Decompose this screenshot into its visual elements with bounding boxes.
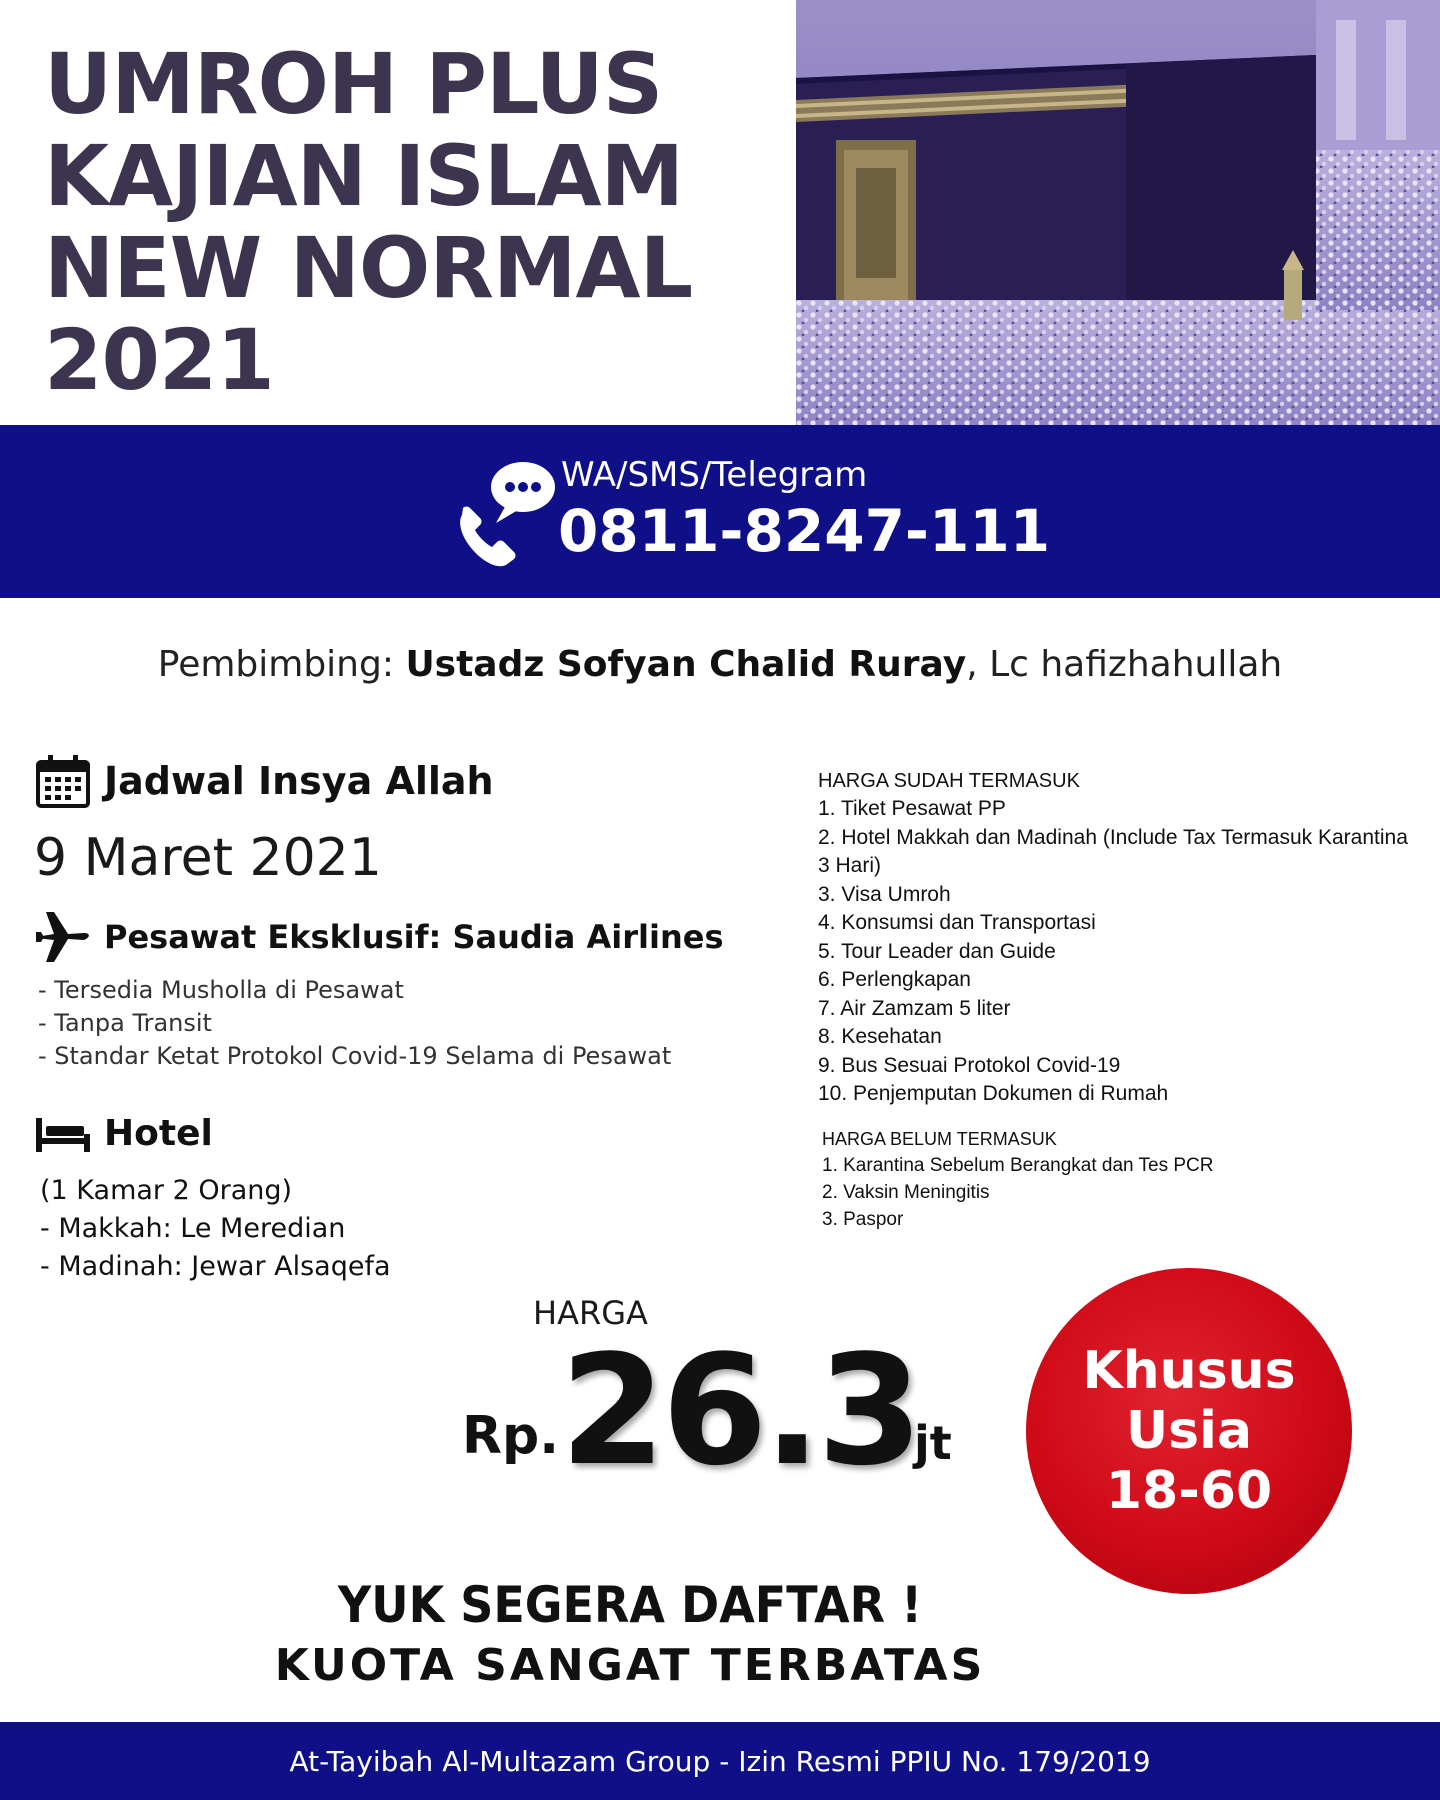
hero-title-line-4: 2021 bbox=[44, 311, 274, 409]
list-item: 2. Hotel Makkah dan Madinah (Include Tax Termasuk Karantina 3 Hari) bbox=[818, 825, 1408, 877]
airplane-icon bbox=[34, 908, 92, 966]
footer-band bbox=[0, 1722, 1440, 1800]
list-item: 1. Tiket Pesawat PP bbox=[818, 797, 1006, 820]
details-left-column bbox=[34, 752, 794, 1282]
list-item: 6. Perlengkapan bbox=[818, 968, 971, 991]
cta-quota: KUOTA SANGAT TERBATAS bbox=[274, 1640, 986, 1691]
bed-icon bbox=[34, 1104, 92, 1162]
list-item: 3. Visa Umroh bbox=[818, 882, 951, 906]
list-item: - Standar Ketat Protokol Covid-19 Selama di Pesawat bbox=[38, 1042, 672, 1070]
guide-name: Ustadz Sofyan Chalid Ruray bbox=[405, 644, 967, 685]
included-title: HARGA SUDAH TERMASUK bbox=[818, 770, 1080, 792]
flight-features bbox=[38, 974, 724, 1073]
guide-suffix: , Lc hafizhahullah bbox=[966, 644, 1283, 685]
price-includes-column bbox=[818, 770, 1418, 1233]
guide-prefix: Pembimbing: bbox=[157, 644, 406, 685]
list-item: 2. Vaksin Meningitis bbox=[822, 1181, 990, 1203]
contact-phone-number[interactable]: 0811-8247-111 bbox=[558, 497, 1051, 565]
hero-title-line-1: UMROH PLUS bbox=[44, 35, 663, 133]
footer-text: At-Tayibah Al-Multazam Group - Izin Resmi PPIU No. 179/2019 bbox=[289, 1744, 1151, 1778]
price-unit: jt bbox=[914, 1416, 952, 1470]
list-item: 5. Tour Leader dan Guide bbox=[818, 939, 1056, 963]
list-item: 8. Kesehatan bbox=[818, 1025, 942, 1048]
contact-channels-label: WA/SMS/Telegram bbox=[561, 455, 868, 495]
flight-heading bbox=[34, 908, 724, 966]
flight-title: Pesawat Eksklusif: Saudia Airlines bbox=[104, 918, 724, 956]
list-item: (1 Kamar 2 Orang) bbox=[40, 1175, 293, 1206]
list-item: - Madinah: Jewar Alsaqefa bbox=[40, 1251, 391, 1282]
list-item: 10. Penjemputan Dokumen di Rumah bbox=[818, 1082, 1169, 1105]
hero-title-line-2: KAJIAN ISLAM bbox=[44, 127, 684, 225]
excluded-list bbox=[822, 1152, 1418, 1233]
guide-line bbox=[0, 644, 1440, 685]
list-item: 4. Konsumsi dan Transportasi bbox=[818, 911, 1096, 934]
list-item: - Tanpa Transit bbox=[38, 1009, 212, 1037]
contact-band bbox=[0, 425, 1440, 598]
age-badge-line-2: Usia bbox=[1125, 1401, 1253, 1461]
schedule-title: Jadwal Insya Allah bbox=[104, 759, 494, 803]
hero-title-line-3: NEW NORMAL bbox=[44, 219, 693, 317]
price-value: 26.3 bbox=[560, 1322, 920, 1499]
list-item: 1. Karantina Sebelum Berangkat dan Tes PCR bbox=[822, 1154, 1214, 1176]
list-item: 9. Bus Sesuai Protokol Covid-19 bbox=[818, 1053, 1121, 1077]
list-item: 3. Paspor bbox=[822, 1208, 904, 1230]
hotel-section bbox=[34, 1104, 391, 1286]
price-label: HARGA bbox=[533, 1294, 648, 1332]
hero-section bbox=[0, 0, 1440, 425]
hero-title bbox=[44, 35, 693, 409]
included-list bbox=[818, 795, 1418, 1109]
cta-register: YUK SEGERA DAFTAR ! bbox=[337, 1576, 923, 1634]
hotel-title: Hotel bbox=[104, 1112, 213, 1154]
kaaba-photo bbox=[796, 0, 1440, 425]
schedule-date: 9 Maret 2021 bbox=[34, 828, 382, 888]
list-item: 7. Air Zamzam 5 liter bbox=[818, 996, 1011, 1020]
hotel-details bbox=[40, 1172, 391, 1286]
list-item: - Makkah: Le Meredian bbox=[40, 1213, 346, 1244]
schedule-heading bbox=[34, 752, 794, 810]
flight-section bbox=[34, 908, 724, 1073]
age-badge-line-3: 18-60 bbox=[1105, 1461, 1273, 1521]
excluded-title: HARGA BELUM TERMASUK bbox=[822, 1128, 1057, 1149]
list-item: - Tersedia Musholla di Pesawat bbox=[38, 976, 404, 1004]
price-currency: Rp. bbox=[462, 1406, 560, 1466]
calendar-icon bbox=[34, 752, 92, 810]
kaaba-illustration bbox=[796, 0, 1440, 425]
hotel-heading bbox=[34, 1104, 391, 1162]
age-badge-line-1: Khusus bbox=[1082, 1341, 1296, 1401]
phone-chat-icon bbox=[448, 455, 563, 570]
age-restriction-badge bbox=[1026, 1268, 1352, 1594]
